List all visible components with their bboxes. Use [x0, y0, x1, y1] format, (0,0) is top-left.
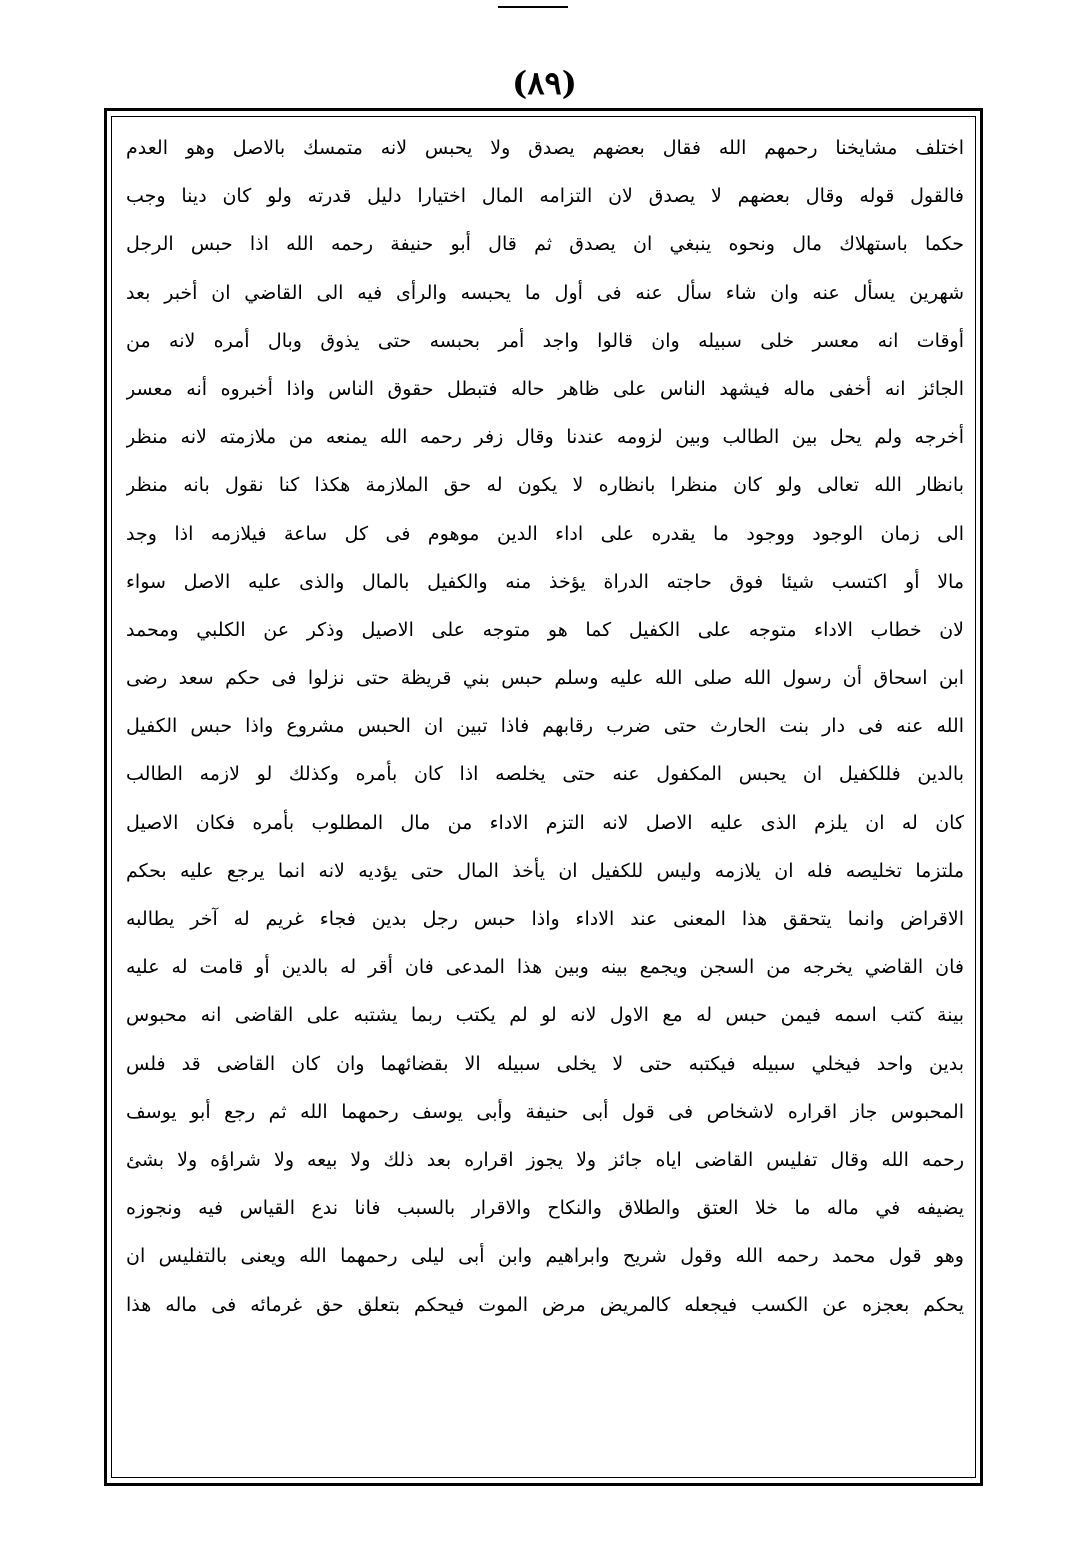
text-line: ملتزما تخليصه فله ان يلازمه وليس للكفيل ان يأخذ المال حتى يؤديه لانه انما يرجع عليه بحكم [126, 859, 964, 882]
text-line: الى زمان الوجود ووجود ما يقدره على اداء الدين موهوم فى كل ساعة فيلازمه اذا وجد [126, 522, 964, 545]
text-line: كان له ان يلزم الذى عليه الاصل لانه التزم الاداء من مال المطلوب بأمره فكان الاصيل [126, 811, 964, 834]
text-line: فان القاضي يخرجه من السجن ويجمع بينه وبين هذا المدعى فان أقر له بالدين أو قامت له عليه [126, 956, 964, 979]
text-line: شهرين يسأل عنه وان شاء سأل عنه فى أول ما يحبسه والرأى فيه الى القاضي ان أخبر بعد [126, 281, 964, 304]
text-line: لان خطاب الاداء متوجه على الكفيل كما هو متوجه على الاصيل وذكر عن الكلبي ومحمد [126, 618, 964, 641]
text-line: بينة كتب اسمه فيمن حبس له مع الاول لانه لو لم يكتب ربما يشتبه على القاضى انه محبوس [126, 1004, 964, 1027]
text-line: وهو قول محمد رحمه الله وقول شريح وابراهيم وابن أبى ليلى رحمهما الله ويعنى بالتفليس ان [126, 1245, 964, 1268]
text-line: رحمه الله وقال تفليس القاضى اياه جائز ولا يجوز اقراره بعد ذلك ولا بيعه ولا شراؤه ولا بشئ [126, 1148, 964, 1171]
text-line: مالا أو اكتسب شيئا فوق حاجته الدراة يؤخذ منه والكفيل بالمال والذى عليه الاصل سواء [126, 570, 964, 593]
text-line: حكما باستهلاك مال ونحوه ينبغي ان يصدق ثم قال أبو حنيفة رحمه الله اذا حبس الرجل [126, 233, 964, 256]
text-line: اختلف مشايخنا رحمهم الله فقال بعضهم يصدق ولا يحبس لانه متمسك بالاصل وهو العدم [126, 137, 964, 159]
text-line: ابن اسحاق أن رسول الله صلى الله عليه وسلم حبس بني قريظة حتى نزلوا فى حكم سعد رضى [126, 667, 964, 690]
text-line: أوقات انه معسر خلى سبيله وان قالوا واجد أمر بحبسه حتى يذوق وبال أمره لانه من [126, 329, 964, 352]
text-line: أخرجه ولم يحل بين الطالب وبين لزومه عندنا وقال زفر رحمه الله يمنعه من ملازمته لانه منظر [126, 426, 964, 449]
text-line: بدين واحد فيخلي سبيله فيكتبه حتى لا يخلى سبيله الا بقضائهما وان كان القاضى قد فلس [126, 1052, 964, 1075]
page-number: (٨٩) [512, 64, 577, 102]
top-rule [498, 6, 568, 8]
text-line: الاقراض وانما يتحقق هذا المعنى عند الاداء واذا حبس رجل بدين فجاء غريم له آخر يطالبه [126, 908, 964, 930]
text-line: الجائز انه أخفى ماله فيشهد الناس على ظاهر حاله فتبطل حقوق الناس واذا أخبروه أنه معسر [126, 377, 964, 400]
text-line: يحكم بعجزه عن الكسب فيجعله كالمريض مرض الموت فيحكم بتعلق حق غرمائه فى ماله هذا [126, 1293, 964, 1316]
text-line: فالقول قوله وقال بعضهم لا يصدق لان التزامه المال اختيارا دليل قدرته ولو كان دينا وجب [126, 185, 964, 208]
body-text [126, 124, 964, 1474]
text-line: بالدين فللكفيل ان يحبس المكفول عنه حتى يخلصه اذا كان بأمره وكذلك لو لازمه الطالب [126, 763, 964, 786]
text-line: الله عنه فى دار بنت الحارث حتى ضرب رقابهم فاذا تبين ان الحبس مشروع واذا حبس الكفيل [126, 715, 964, 738]
text-line: المحبوس جاز اقراره لاشخاص فى قول أبى حنيفة وأبى يوسف رحمهما الله ثم رجع أبو يوسف [126, 1100, 964, 1123]
text-line: يضيفه في ماله ما خلا العتق والطلاق والنكاح والاقرار بالسبب فانا ندع القياس فيه ونجوزه [126, 1197, 964, 1220]
text-line: بانظار الله تعالى ولو كان منظرا بانظاره لا يكون له حق الملازمة هكذا كنا نقول بانه منظر [126, 474, 964, 497]
